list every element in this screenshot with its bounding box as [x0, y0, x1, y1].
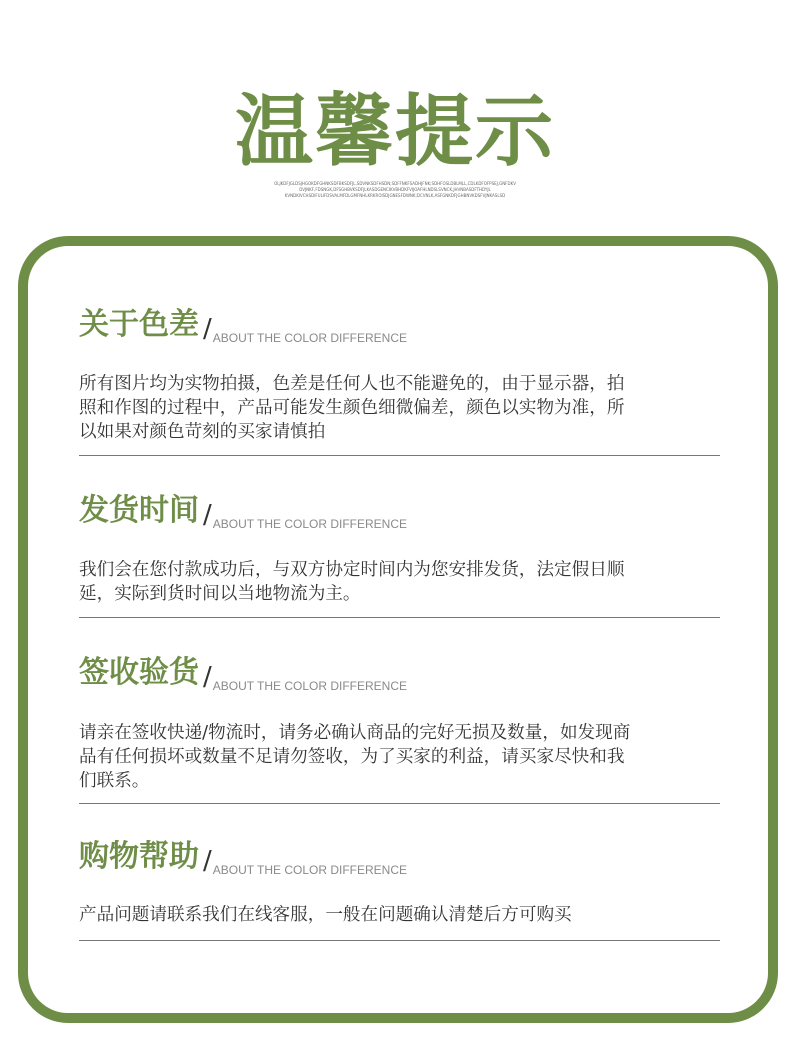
section-slash: / [203, 662, 212, 692]
section-subtitle: ABOUT THE COLOR DIFFERENCE [212, 679, 408, 693]
body-line: 延，实际到货时间以当地物流为主。 [79, 584, 361, 604]
fine-print-line: OLJKDFJGLDSJHGOKDFGHNKSDFBKSDFJL,SDVNKSDFHSDN;SDFFNKFSADHJFNK;SDHFOSLDBLMLL,CDLKDFOFPSEJ,GNFDKV [274, 181, 516, 186]
section-slash: / [203, 500, 212, 530]
section-body [79, 372, 720, 444]
page-title: 温馨提示 [234, 87, 555, 177]
section-subtitle: ABOUT THE COLOR DIFFERENCE [212, 517, 408, 531]
section-title: 签收验货 [79, 655, 199, 690]
section-body [79, 903, 720, 927]
section-title: 购物帮助 [79, 839, 199, 874]
body-line: 产品问题请联系我们在线客服，一般在问题确认清楚后方可购买 [79, 905, 572, 925]
section-divider [79, 455, 720, 456]
section-slash: / [203, 846, 212, 876]
section-heading [79, 835, 407, 879]
section-subtitle: ABOUT THE COLOR DIFFERENCE [212, 331, 408, 345]
decorative-fine-print [215, 181, 575, 199]
fine-print-line: KVNDKIVCHSDIFULIFDSVALMFDLGMFNHLKRKROISDJGNESFDWNK;DCVNLK,ASFGNKDFJGHBNVKDSFVJNKASLSD [284, 193, 506, 198]
section-divider [79, 940, 720, 941]
section-divider [79, 803, 720, 804]
section-heading [79, 489, 407, 533]
body-line: 请亲在签收快递/物流时，请务必确认商品的完好无损及数量，如发现商 [79, 723, 631, 743]
section-subtitle: ABOUT THE COLOR DIFFERENCE [212, 863, 408, 877]
section-body [79, 721, 720, 793]
section-heading [79, 303, 407, 347]
body-line: 所有图片均为实物拍摄，色差是任何人也不能避免的，由于显示器，拍 [79, 374, 625, 394]
section-title: 发货时间 [79, 493, 199, 528]
section-title: 关于色差 [79, 307, 199, 342]
body-line: 我们会在您付款成功后，与双方协定时间内为您安排发货，法定假日顺 [79, 560, 625, 580]
body-line: 品有任何损坏或数量不足请勿签收，为了买家的利益，请买家尽快和我 [79, 747, 625, 767]
fine-print-line: DVJNKF,FDSNGK,DFSGHBVKSDFJLKASDGENCIKVBHDKFVIJOAFHLNDSLSVNCK,JHVNBASDFTHDYJL [299, 187, 491, 192]
section-divider [79, 617, 720, 618]
section-heading [79, 651, 407, 695]
section-slash: / [203, 314, 212, 344]
body-line: 们联系。 [79, 771, 150, 791]
section-body [79, 558, 720, 606]
body-line: 以如果对颜色苛刻的买家请慎拍 [79, 422, 326, 442]
body-line: 照和作图的过程中，产品可能发生颜色细微偏差，颜色以实物为准，所 [79, 398, 625, 418]
